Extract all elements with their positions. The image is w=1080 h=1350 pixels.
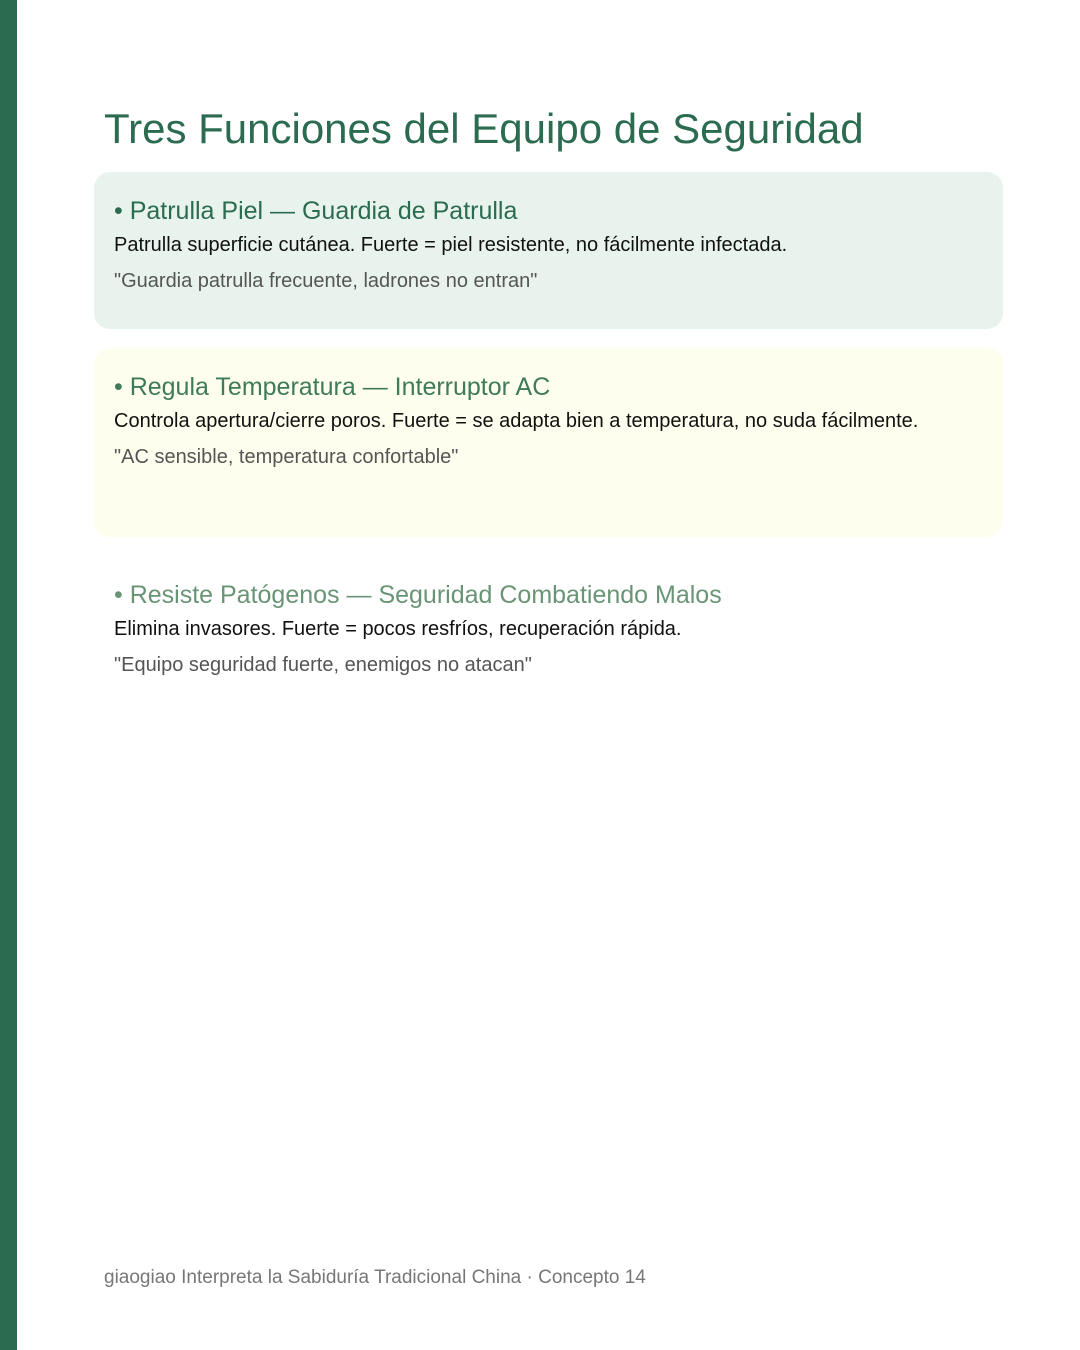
footer-caption: giaogiao Interpreta la Sabiduría Tradicional China · Concepto 14 [104,1267,646,1288]
card-description: Controla apertura/cierre poros. Fuerte = se adapta bien a temperatura, no suda fácilmente. [114,410,919,432]
function-card-temperature [94,348,1003,537]
card-heading: • Resiste Patógenos — Seguridad Combatiendo Malos [114,581,722,609]
card-heading: • Regula Temperatura — Interruptor AC [114,373,551,401]
card-quote: "Equipo seguridad fuerte, enemigos no atacan" [114,654,532,676]
card-description: Elimina invasores. Fuerte = pocos resfríos, recuperación rápida. [114,618,682,640]
card-description: Patrulla superficie cutánea. Fuerte = piel resistente, no fácilmente infectada. [114,234,788,256]
card-heading: • Patrulla Piel — Guardia de Patrulla [114,197,518,225]
page-title: Tres Funciones del Equipo de Seguridad [104,105,864,152]
accent-side-bar [0,0,17,1350]
card-quote: "AC sensible, temperatura confortable" [114,446,459,468]
card-quote: "Guardia patrulla frecuente, ladrones no entran" [114,270,538,292]
function-card-skin-patrol [94,172,1003,329]
function-card-pathogens [94,556,1003,706]
